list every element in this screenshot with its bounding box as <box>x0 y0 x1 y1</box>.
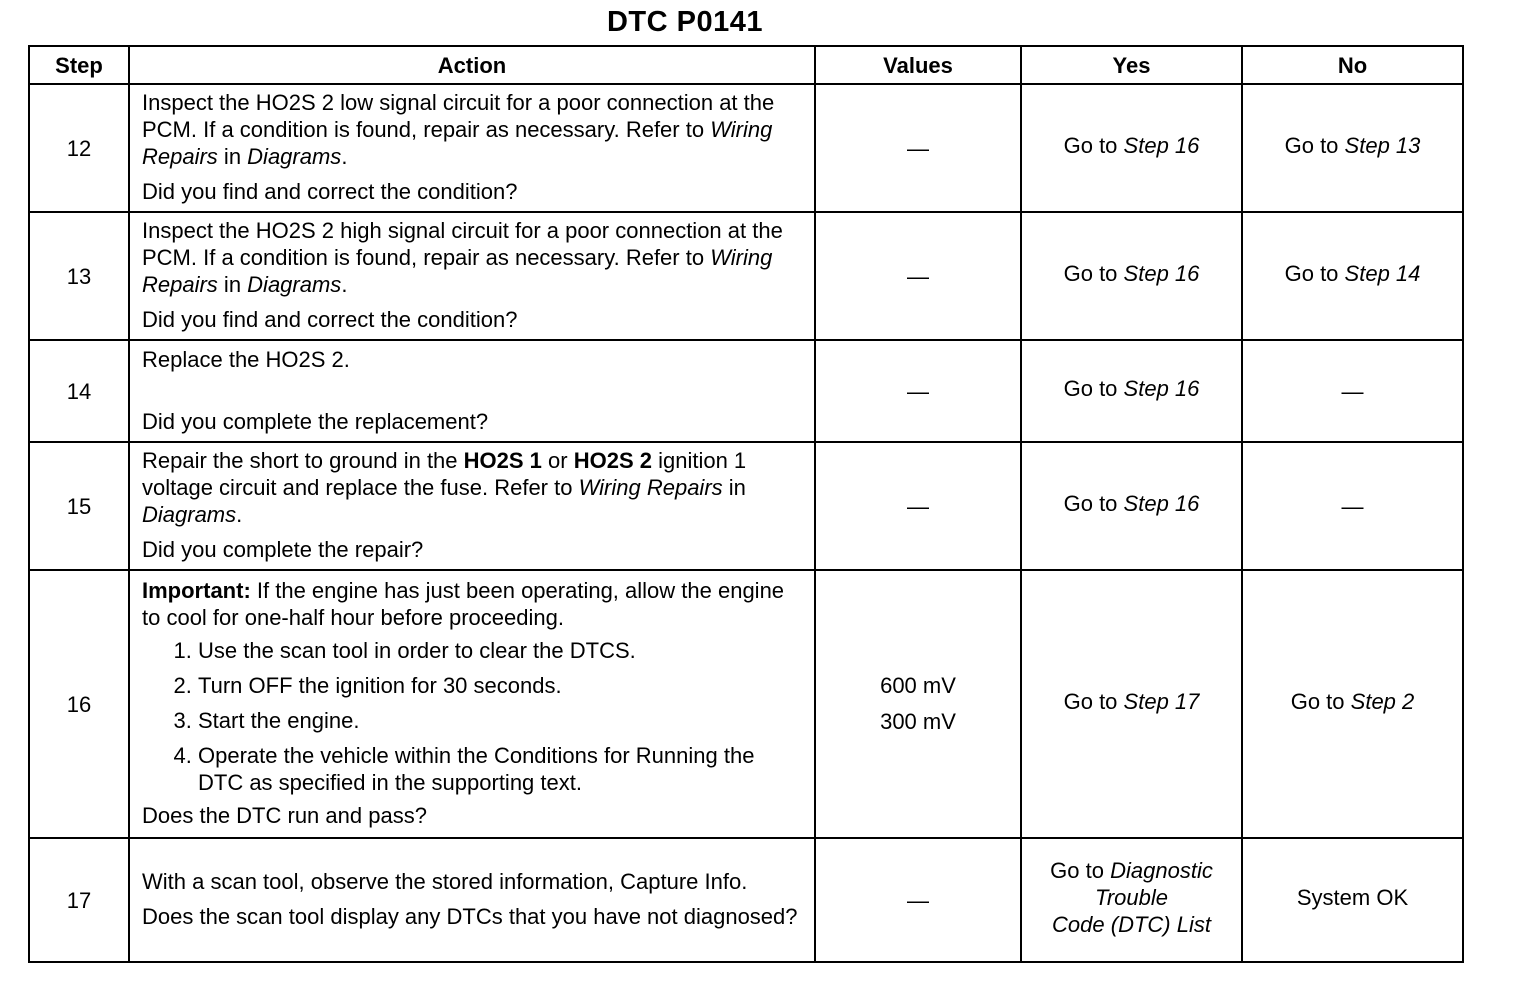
important-note: Important: If the engine has just been operating, allow the engine to cool for one-half hour before proceeding. <box>142 578 785 630</box>
action-text: With a scan tool, observe the stored information, Capture Info. <box>142 869 748 894</box>
header-action: Action <box>129 46 815 84</box>
no-link[interactable]: Step 13 <box>1344 132 1421 158</box>
no-link[interactable]: Step 14 <box>1344 260 1421 286</box>
step-number: 16 <box>29 570 129 838</box>
diagnostic-table <box>28 45 1464 963</box>
yes-link[interactable]: Step 16 <box>1123 490 1200 516</box>
step-number: 14 <box>29 340 129 442</box>
yes-link[interactable]: Step 16 <box>1123 260 1200 286</box>
no-link[interactable]: Step 2 <box>1350 688 1415 714</box>
action-question: Did you complete the replacement? <box>142 408 489 434</box>
list-item: 4. Operate the vehicle within the Conditions for Running the DTC as specified in the supporting text. <box>198 742 804 796</box>
no-cell: Go to Step 13 <box>1242 84 1463 212</box>
list-item: 3. Start the engine. <box>198 707 804 734</box>
action-cell <box>129 570 815 838</box>
action-text: Inspect the HO2S 2 high signal circuit for a poor connection at the PCM. If a condition is found, repair as necessary. Refer to Wiring Repairs in Diagrams. <box>142 218 783 297</box>
table-row-step-16 <box>29 570 1463 838</box>
action-question: Did you find and correct the condition? <box>142 179 518 204</box>
action-question: Does the DTC run and pass? <box>142 803 427 828</box>
header-no: No <box>1242 46 1463 84</box>
value-600mv: 600 mV <box>880 673 956 698</box>
list-item: 1. Use the scan tool in order to clear the DTCS. <box>198 637 804 664</box>
table-row-step-15 <box>29 442 1463 570</box>
action-cell <box>129 442 815 570</box>
step-number: 17 <box>29 838 129 962</box>
yes-link[interactable]: Step 17 <box>1123 688 1200 714</box>
table-row-step-13 <box>29 212 1463 340</box>
values-cell: — <box>815 838 1021 962</box>
list-item: 2. Turn OFF the ignition for 30 seconds. <box>198 672 804 699</box>
header-yes: Yes <box>1021 46 1242 84</box>
yes-link-code-list[interactable]: Code (DTC) List <box>1052 911 1211 937</box>
yes-link[interactable]: Step 16 <box>1123 375 1200 401</box>
page-title: DTC P0141 <box>606 6 763 38</box>
action-text: Repair the short to ground in the HO2S 1 or HO2S 2 ignition 1 voltage circuit and replace the fuse. Refer to Wiring Repairs in Diagrams. <box>142 448 747 527</box>
important-label: Important: <box>142 578 251 603</box>
no-cell: System OK <box>1242 838 1463 962</box>
table-row-step-14 <box>29 340 1463 442</box>
yes-cell: Go to Step 16 <box>1021 212 1242 340</box>
action-question: Did you complete the repair? <box>142 537 424 562</box>
action-text: Inspect the HO2S 2 low signal circuit for a poor connection at the PCM. If a condition is found, repair as necessary. Refer to Wiring Repairs in Diagrams. <box>142 90 775 169</box>
value-300mv: 300 mV <box>880 709 956 734</box>
yes-link-trouble[interactable]: Trouble <box>1095 884 1168 910</box>
step-number: 12 <box>29 84 129 212</box>
action-cell <box>129 84 815 212</box>
values-cell: — <box>815 212 1021 340</box>
action-cell <box>129 212 815 340</box>
values-cell: — <box>815 340 1021 442</box>
no-cell: Go to Step 14 <box>1242 212 1463 340</box>
no-cell: — <box>1242 442 1463 570</box>
yes-link[interactable]: Step 16 <box>1123 132 1200 158</box>
action-cell <box>129 838 815 962</box>
yes-cell: Go to Step 16 <box>1021 340 1242 442</box>
yes-cell: Go to Step 17 <box>1021 570 1242 838</box>
values-cell <box>815 570 1021 838</box>
yes-cell: Go to Diagnostic Trouble Code (DTC) List <box>1021 838 1242 962</box>
yes-cell: Go to Step 16 <box>1021 442 1242 570</box>
no-cell: Go to Step 2 <box>1242 570 1463 838</box>
step-number: 13 <box>29 212 129 340</box>
action-question: Does the scan tool display any DTCs that you have not diagnosed? <box>142 904 798 929</box>
action-cell <box>129 340 815 442</box>
values-cell: — <box>815 84 1021 212</box>
action-question: Did you find and correct the condition? <box>142 307 518 332</box>
header-step: Step <box>29 46 129 84</box>
table-row-step-12 <box>29 84 1463 212</box>
table-row-step-17 <box>29 838 1463 962</box>
procedure-list <box>142 637 804 796</box>
yes-cell: Go to Step 16 <box>1021 84 1242 212</box>
header-values: Values <box>815 46 1021 84</box>
header-row <box>29 46 1463 84</box>
yes-link-diagnostic[interactable]: Diagnostic <box>1110 857 1213 883</box>
step-number: 15 <box>29 442 129 570</box>
values-cell: — <box>815 442 1021 570</box>
action-text: Replace the HO2S 2. <box>142 346 350 372</box>
no-cell: — <box>1242 340 1463 442</box>
